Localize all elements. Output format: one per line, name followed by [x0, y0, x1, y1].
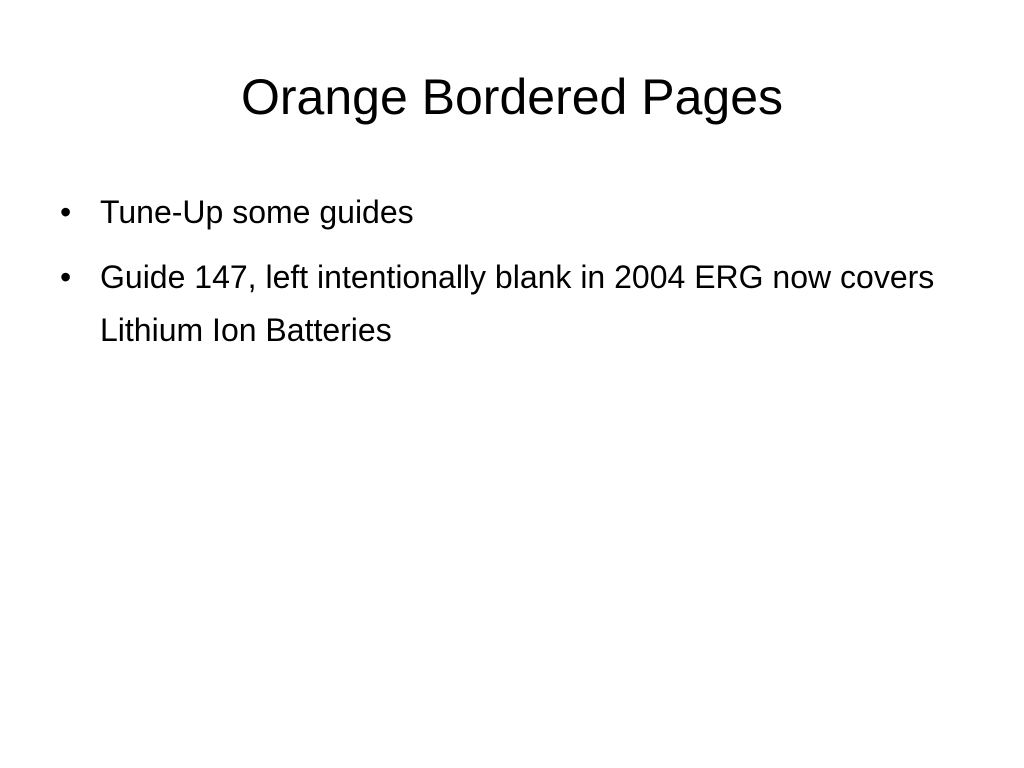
bullet-item	[60, 186, 980, 239]
bullet-text: Tune-Up some guides	[100, 194, 414, 230]
bullet-list	[60, 186, 980, 369]
bullet-marker: •	[60, 194, 72, 230]
slide-title: Orange Bordered Pages	[240, 69, 784, 125]
bullet-marker: •	[60, 259, 72, 295]
bullet-item	[60, 251, 980, 357]
bullet-text: Guide 147, left intentionally blank in 2004 ERG now covers Lithium Ion Batteries	[100, 259, 935, 348]
